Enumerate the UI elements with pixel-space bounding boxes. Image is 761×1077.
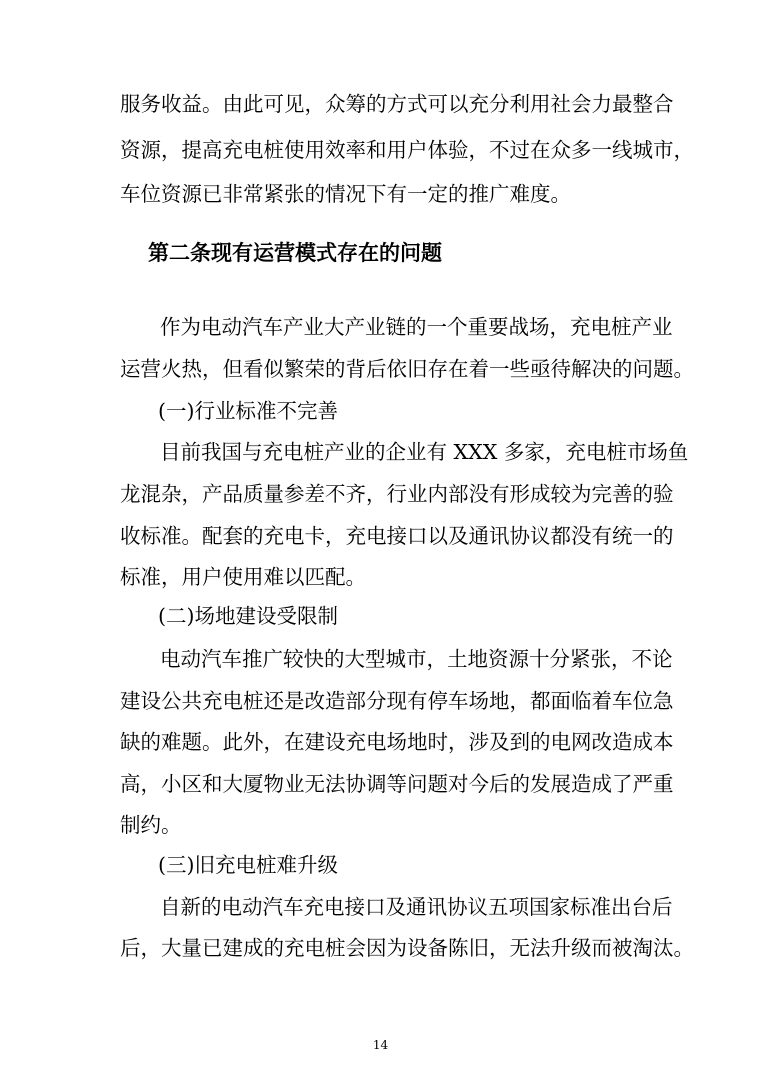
page-number: 14 — [372, 1038, 389, 1052]
overview-line-2: 运营火热，但看似繁荣的背后依旧存在着一些亟待解决的问题。 — [120, 357, 694, 381]
intro-line-3: 车位资源已非常紧张的情况下有一定的推广难度。 — [120, 182, 571, 206]
intro-line-1: 服务收益。由此可见，众筹的方式可以充分利用社会力最整合 — [120, 92, 674, 116]
subsection-1-line-4: 标准，用户使用难以匹配。 — [120, 565, 366, 589]
subsection-3-line-2: 后，大量已建成的充电桩会因为设备陈旧，无法升级而被淘汰。 — [120, 936, 694, 960]
subsection-1-line-2: 龙混杂，产品质量参差不齐，行业内部没有形成较为完善的验 — [120, 482, 674, 506]
subsection-3-line-1: 自新的电动汽车充电接口及通讯协议五项国家标准出台后 — [160, 895, 673, 919]
subsection-2-line-2: 建设公共充电桩还是改造部分现有停车场地，都面临着车位急 — [120, 689, 674, 713]
subsection-1-line-1: 目前我国与充电桩产业的企业有 XXX 多家，充电桩市场鱼 — [160, 440, 689, 464]
subsection-3-title: (三)旧充电桩难升级 — [158, 853, 338, 877]
subsection-2-line-1: 电动汽车推广较快的大型城市，土地资源十分紧张，不论 — [160, 647, 673, 671]
subsection-1-line-3: 收标准。配套的充电卡，充电接口以及通讯协议都没有统一的 — [120, 524, 674, 548]
subsection-2-title: (二)场地建设受限制 — [158, 604, 338, 628]
section-heading: 第二条现有运营模式存在的问题 — [148, 240, 442, 265]
intro-line-2: 资源，提高充电桩使用效率和用户体验，不过在众多一线城市， — [120, 138, 694, 162]
subsection-2-line-5: 制约。 — [120, 813, 182, 837]
subsection-2-line-4: 高，小区和大厦物业无法协调等问题对今后的发展造成了严重 — [120, 772, 674, 796]
overview-line-1: 作为电动汽车产业大产业链的一个重要战场，充电桩产业 — [160, 315, 673, 339]
subsection-2-line-3: 缺的难题。此外，在建设充电场地时，涉及到的电网改造成本 — [120, 730, 674, 754]
subsection-1-title: (一)行业标准不完善 — [158, 399, 338, 423]
